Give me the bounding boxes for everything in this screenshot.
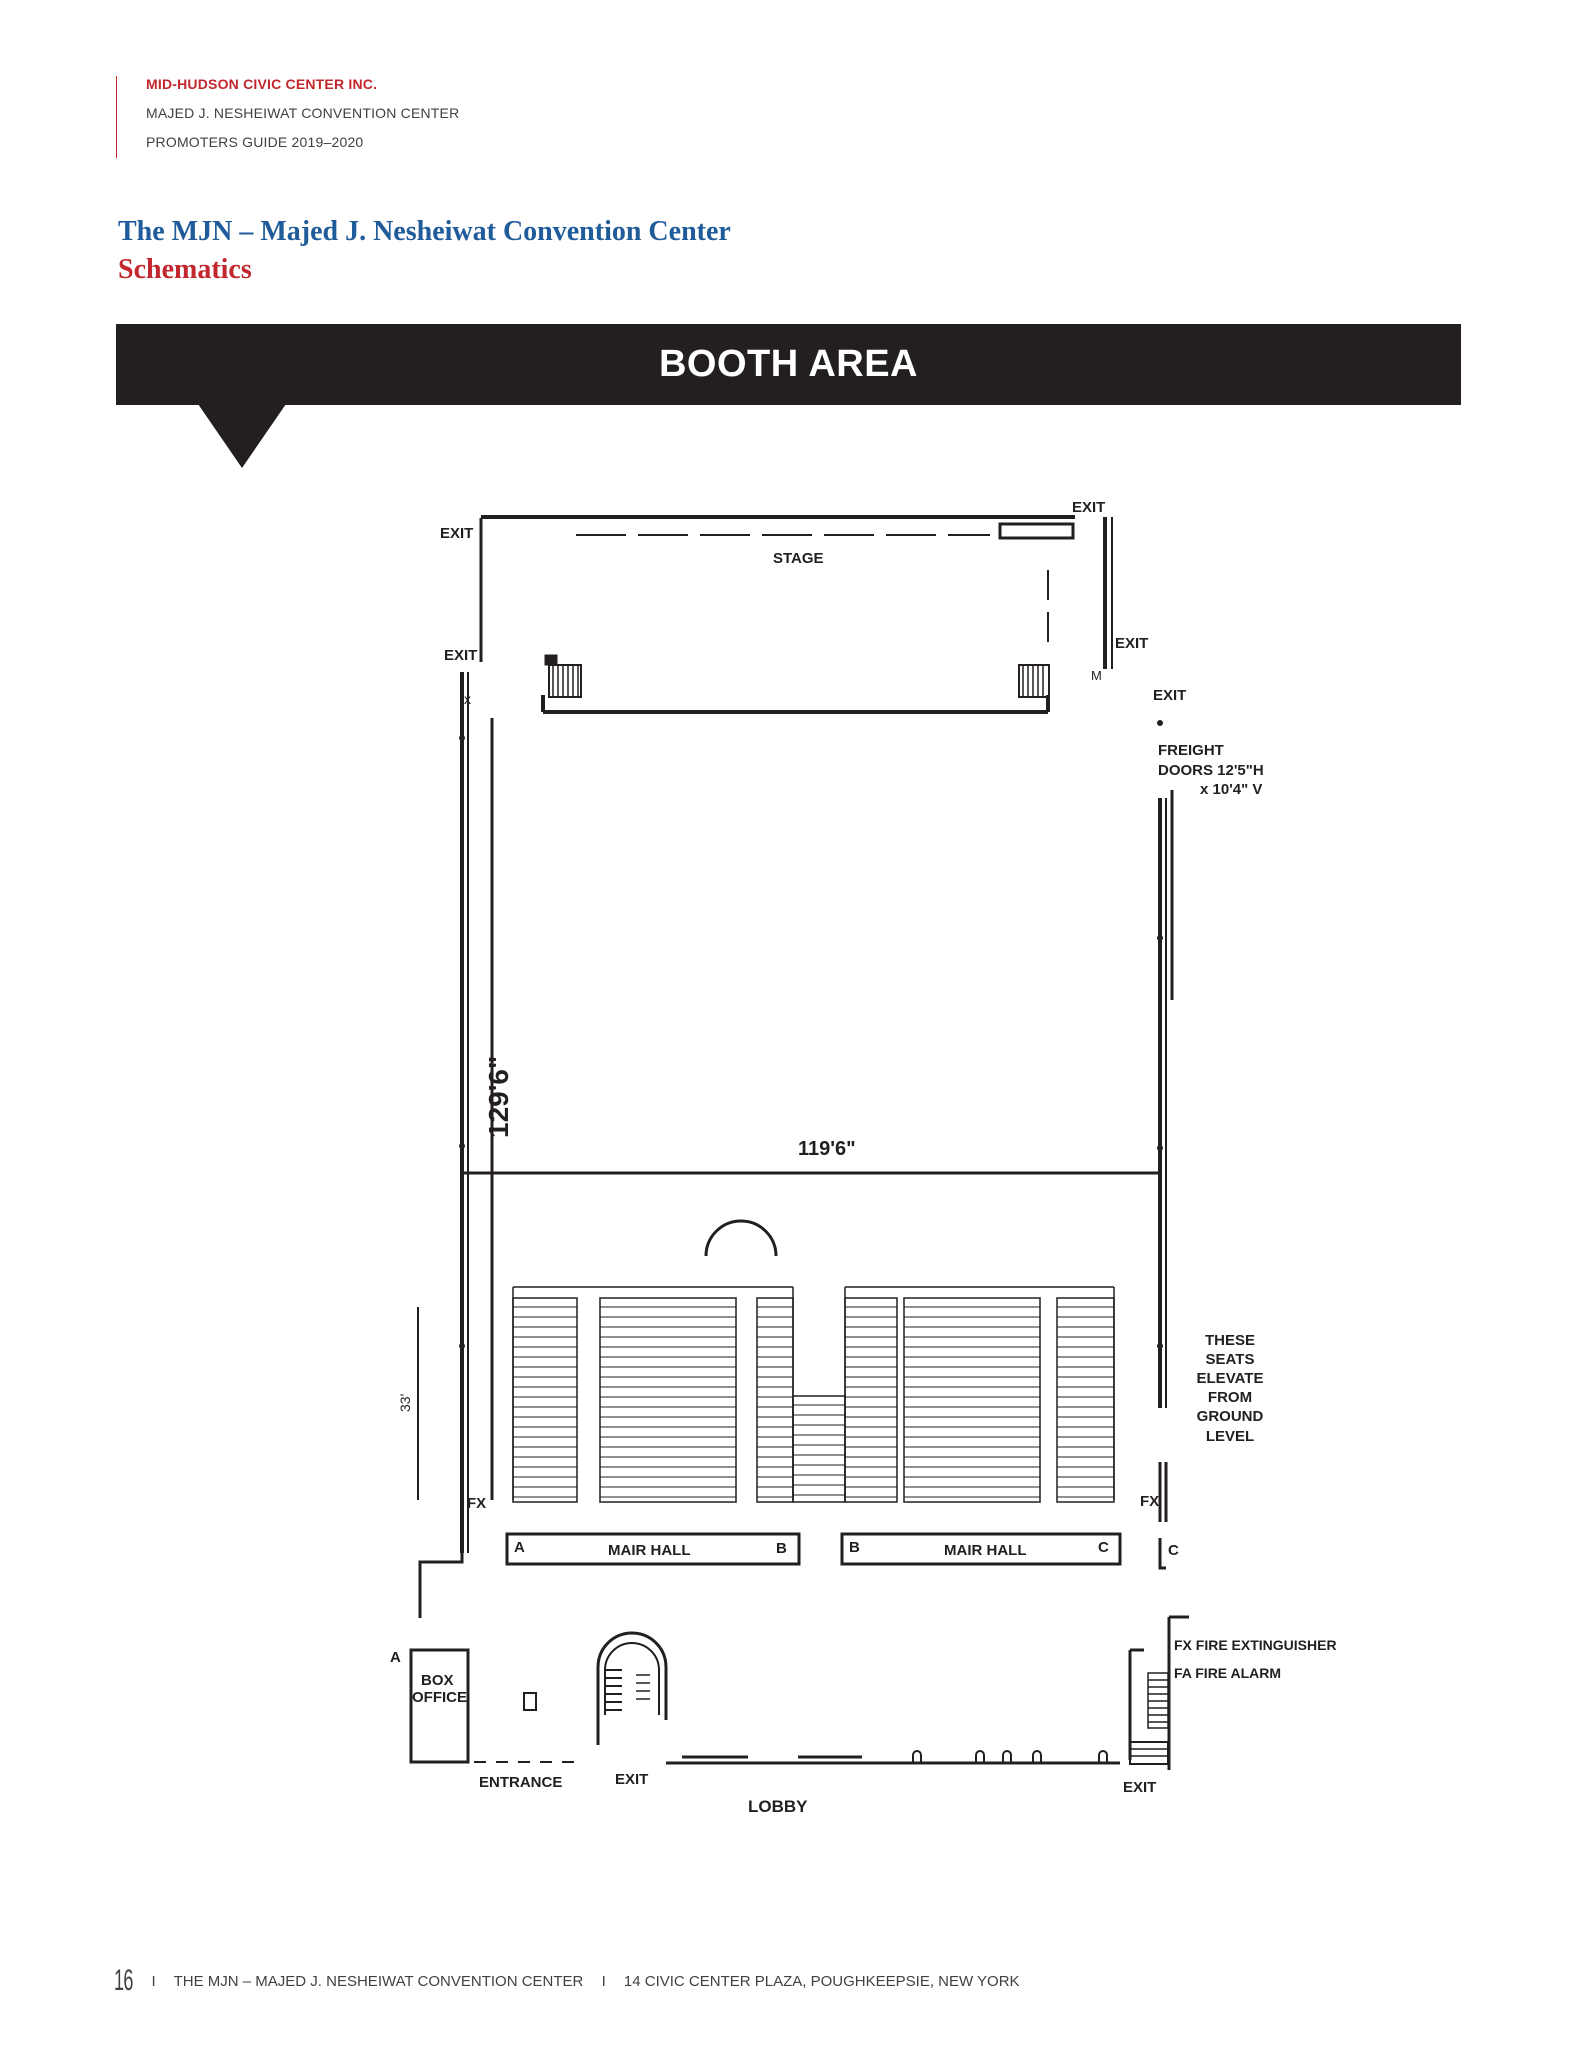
fx-label: FX [467, 1495, 487, 1512]
arch [706, 1221, 776, 1256]
seats-note: FROM [1207, 1389, 1253, 1406]
width-dimension: 119'6" [798, 1138, 856, 1160]
venue-name: MAJED J. NESHEIWAT CONVENTION CENTER [146, 105, 460, 121]
page-title: The MJN – Majed J. Nesheiwat Convention Center [118, 216, 731, 247]
section-a-label: A [390, 1649, 401, 1666]
guide-title: PROMOTERS GUIDE 2019–2020 [146, 134, 364, 150]
exit-label: EXIT [615, 1771, 649, 1788]
seat-rows [513, 1307, 1114, 1497]
section-c-label: C [1098, 1539, 1109, 1556]
exit-label: EXIT [444, 647, 478, 664]
org-name: MID-HUDSON CIVIC CENTER INC. [146, 76, 378, 92]
exit-label: EXIT [1153, 687, 1187, 704]
lobby-label: LOBBY [748, 1797, 808, 1816]
exit-label: EXIT [1123, 1779, 1157, 1796]
footer [114, 1964, 1020, 1998]
seating-left [513, 1287, 793, 1502]
seats-note: SEATS [1205, 1351, 1255, 1368]
stair-tower [598, 1633, 666, 1745]
mair-hall-label: MAIR HALL [608, 1542, 691, 1559]
banner-label: BOOTH AREA [658, 343, 919, 385]
stage-stairs-left [549, 665, 581, 697]
seating-right [845, 1287, 1114, 1502]
legend-fx: FX FIRE EXTINGUISHER [1174, 1637, 1337, 1653]
section-title: Schematics [118, 254, 252, 285]
mair-hall-label: MAIR HALL [944, 1542, 1027, 1559]
box-office [411, 1650, 468, 1762]
freight-label: FREIGHT [1158, 742, 1224, 759]
footer-separator: I [601, 1973, 606, 1990]
section-a-label: A [514, 1539, 525, 1556]
section-b-label: B [776, 1540, 787, 1557]
seats-note: LEVEL [1205, 1428, 1255, 1445]
seats-note: ELEVATE [1196, 1370, 1264, 1387]
freight-label: DOORS 12'5"H [1158, 762, 1264, 779]
seats-note: THESE [1204, 1332, 1256, 1349]
fx-label: FX [1140, 1493, 1160, 1510]
depth-dimension: 33' [397, 1393, 413, 1412]
box-office-label: OFFICE [412, 1689, 467, 1706]
footer-address: 14 CIVIC CENTER PLAZA, POUGHKEEPSIE, NEW YORK [623, 1973, 1020, 1990]
seating-center [793, 1287, 845, 1502]
stage-label: STAGE [773, 550, 824, 567]
section-b-label: B [849, 1539, 860, 1556]
x-marker: x [464, 691, 471, 707]
page-number: 16 [114, 1964, 133, 1997]
footer-venue: THE MJN – MAJED J. NESHEIWAT CONVENTION CENTER [173, 1973, 584, 1990]
seats-note: GROUND [1196, 1408, 1264, 1425]
m-marker: M [1091, 668, 1102, 683]
exit-label: EXIT [1115, 635, 1149, 652]
length-dimension: 129'6" [483, 1055, 514, 1138]
legend-fa: FA FIRE ALARM [1174, 1665, 1282, 1681]
entrance-label: ENTRANCE [479, 1774, 563, 1791]
freight-label: x 10'4" V [1200, 781, 1263, 798]
footer-separator: I [151, 1973, 156, 1990]
section-c-label: C [1168, 1542, 1179, 1559]
box-office-label: BOX [421, 1672, 454, 1689]
exit-label: EXIT [1072, 499, 1106, 516]
exit-label: EXIT [440, 525, 474, 542]
